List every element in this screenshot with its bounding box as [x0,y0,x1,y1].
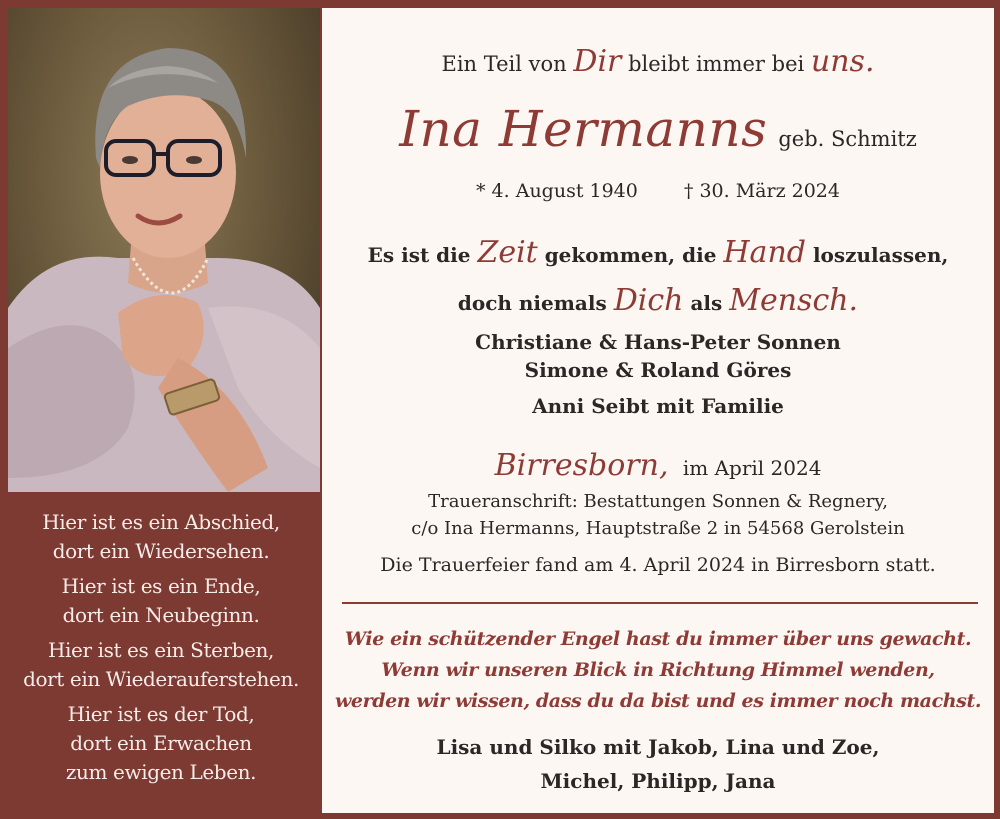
poem-line: dort ein Erwachen [70,731,252,755]
birth-date: * 4. August 1940 [476,180,638,202]
motto [322,44,994,79]
closing-verse [322,624,994,717]
place-month: im April 2024 [682,456,822,480]
closing-line: Wenn wir unseren Blick in Richtung Himmel wenden, [381,659,935,681]
quote-line [322,230,994,278]
quote-text: gekommen, die [544,243,717,267]
address-line: Traueranschrift: Bestattungen Sonnen & Regnery, [428,491,888,512]
maiden-name: geb. Schmitz [778,127,917,151]
quote-script-word: Zeit [477,235,538,270]
poem-line: dort ein Wiedersehen. [52,539,270,563]
closing-line: werden wir wissen, dass du da bist und es immer noch machst. [334,690,982,712]
family-line: Simone & Roland Göres [524,358,792,382]
life-dates [322,180,994,202]
poem-line: Hier ist es der Tod, [67,702,255,726]
family-extra: Anni Seibt mit Familie [532,394,784,418]
motto-script-word: Dir [573,44,622,79]
motto-text: Ein Teil von [441,52,567,76]
quote-script-word: Dich [613,283,684,318]
quote-text: als [690,291,723,315]
family-line: Christiane & Hans-Peter Sonnen [475,330,841,354]
closing-line: Wie ein schützender Engel hast du immer über uns gewacht. [344,628,972,650]
poem-stanza [0,508,322,566]
poem-line: zum ewigen Leben. [65,760,257,784]
poem-stanza [0,700,322,787]
motto-text: bleibt immer bei [628,52,805,76]
death-date: † 30. März 2024 [683,180,840,202]
poem-line: dort ein Neubeginn. [62,603,260,627]
quote-text: loszulassen, [812,243,949,267]
mourning-address [322,488,994,542]
deceased-name: Ina Hermanns [399,100,768,158]
grandchildren-line: Michel, Philipp, Jana [540,769,776,793]
obituary-card [322,8,994,813]
poem-line: Hier ist es ein Ende, [61,574,261,598]
quote-script-word: Mensch. [729,283,859,318]
portrait-photo [8,8,320,492]
portrait-illustration [8,8,320,492]
grandchildren-line: Lisa und Silko mit Jakob, Lina und Zoe, [436,735,880,759]
ceremony-notice: Die Trauerfeier fand am 4. April 2024 in Birresborn statt. [380,554,936,576]
poem-block [0,500,322,819]
poem-stanza [0,636,322,694]
quote-text: doch niemals [457,291,607,315]
quote-script-word: Hand [723,235,806,270]
poem-line: dort ein Wiederauferstehen. [23,667,299,691]
name-row [322,100,994,158]
poem-stanza [0,572,322,630]
quote-line [322,278,994,326]
farewell-quote [322,230,994,326]
address-line: c/o Ina Hermanns, Hauptstraße 2 in 54568 Gerolstein [411,518,905,539]
poem-line: Hier ist es ein Sterben, [48,638,274,662]
place-town: Birresborn, [494,448,669,483]
motto-script-word: uns. [810,44,875,79]
divider-line [342,602,978,604]
family-names [322,328,994,384]
grandchildren-names [322,730,994,798]
poem-line: Hier ist es ein Abschied, [42,510,280,534]
quote-text: Es ist die [367,243,471,267]
place-date [322,448,994,483]
